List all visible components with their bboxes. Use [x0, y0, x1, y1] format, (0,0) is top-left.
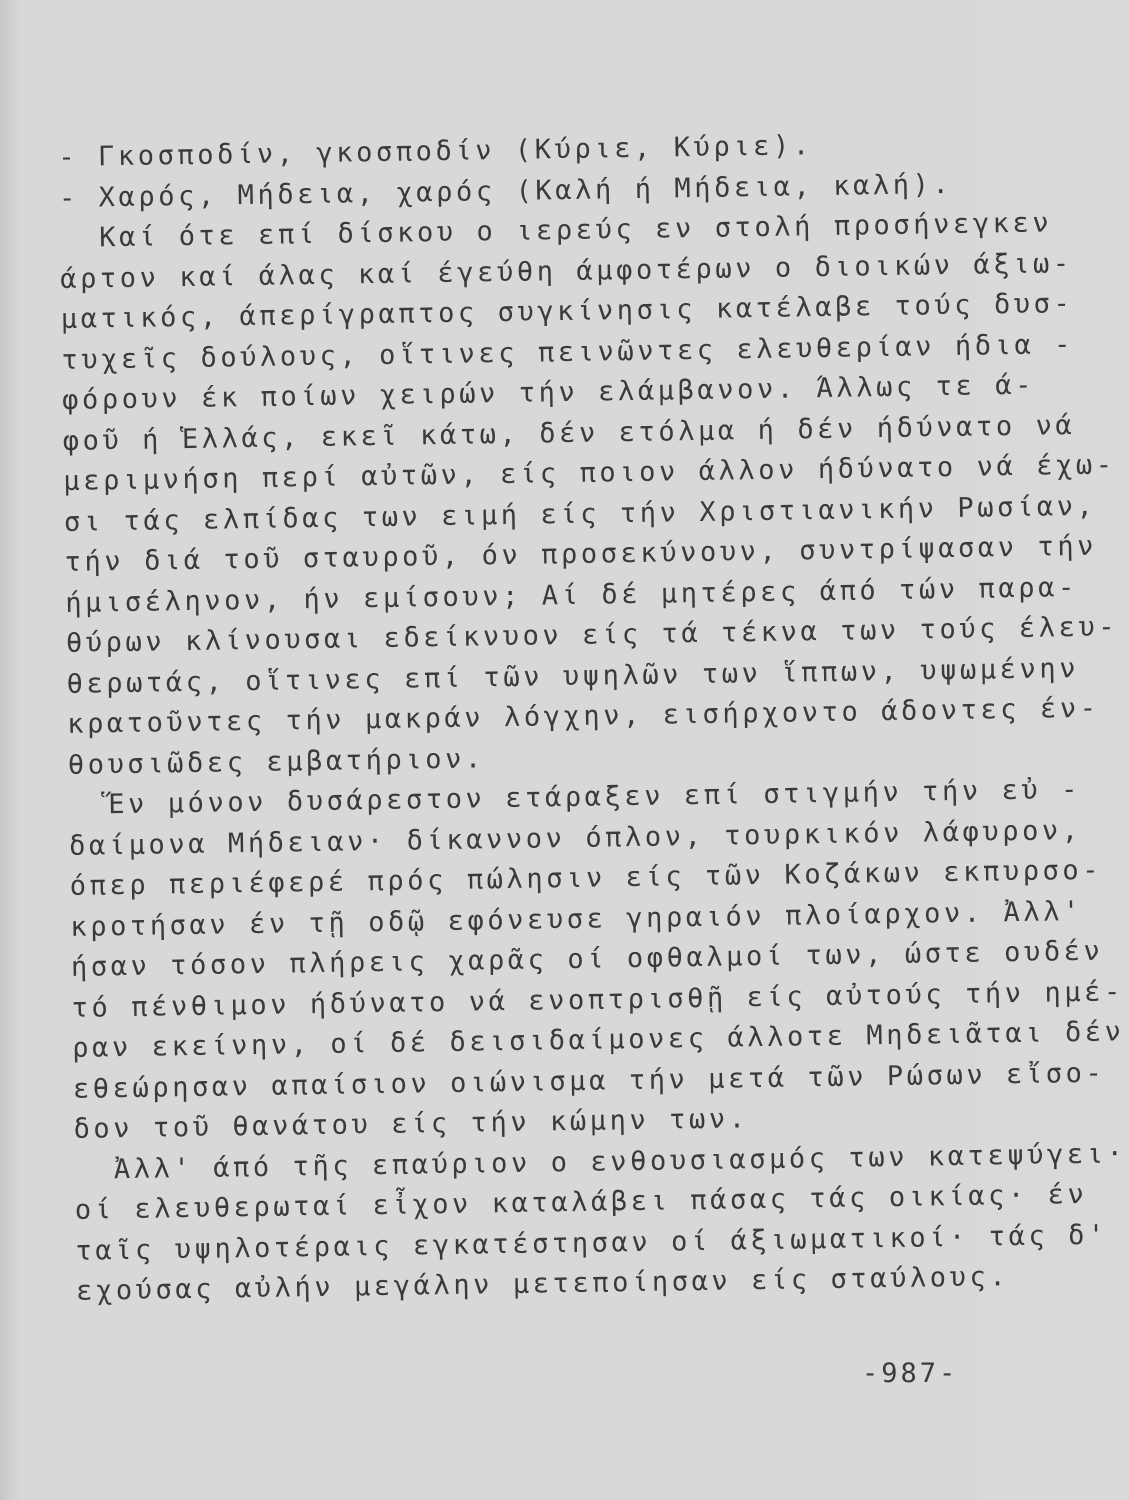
text-line: εθεώρησαν απαίσιον οιώνισμα τήν μετά τῶν Ρώσων εἴσο- [72, 1057, 1106, 1105]
text-line: άρτον καί άλας καί έγεύθη άμφοτέρων ο διοικών άξιω- [59, 247, 1073, 295]
text-line: Ἀλλ' άπό τῆς επαύριον ο ενθουσιασμός των κατεψύγει· [73, 1137, 1127, 1186]
text-line: ματικός, άπερίγραπτος συγκίνησις κατέλαβε τούς δυσ- [60, 288, 1074, 335]
page-number: -987- [862, 1358, 959, 1389]
text-line: οί ελευθερωταί εἶχον καταλάβει πάσας τάς οικίας· έν [74, 1178, 1088, 1226]
text-line: Ἕν μόνον δυσάρεστον ετάραξεν επί στιγμήν τήν εὐ - [68, 774, 1082, 821]
text-line: τυχεῖς δούλους, οἵτινες πεινῶντες ελευθερίαν ήδια - [61, 328, 1075, 376]
text-line: ήμισέληνον, ήν εμίσουν; Αί δέ μητέρες άπό τών παρα- [65, 571, 1079, 619]
text-line: - Χαρός, Μήδεια, χαρός (Καλή ή Μήδεια, καλή). [58, 168, 953, 214]
text-line: τήν διά τοῦ σταυροῦ, όν προσεκύνουν, συντρίψασαν τήν [64, 530, 1098, 578]
text-line: θερωτάς, οἵτινες επί τῶν υψηλῶν των ἵππων, υψωμένην [66, 652, 1080, 700]
text-line: - Γκοσποδίν, γκοσποδίν (Κύριε, Κύριε). [58, 130, 813, 173]
text-line: μεριμνήση περί αὐτῶν, είς ποιον άλλον ήδύνατο νά έχω- [63, 449, 1116, 497]
text-line: σι τάς ελπίδας των ειμή είς τήν Χριστιανικήν Ρωσίαν, [63, 490, 1097, 538]
text-line: ήσαν τόσον πλήρεις χαρᾶς οί οφθαλμοί των, ώστε ουδέν [70, 935, 1104, 983]
text-line: θύρων κλίνουσαι εδείκνυον είς τά τέκνα των τούς έλευ- [65, 611, 1119, 659]
page-edge-shadow [0, 0, 22, 1500]
text-line: τό πένθιμον ήδύνατο νά ενοπτρισθῇ είς αὐτούς τήν ημέ- [71, 975, 1125, 1024]
text-line: εχούσας αὐλήν μεγάλην μετεποίησαν είς σταύλους. [75, 1261, 1010, 1307]
text-line: θουσιῶδες εμβατήριον. [67, 742, 486, 781]
text-line: όπερ περιέφερέ πρός πώλησιν είς τῶν Κοζάκων εκπυρσο- [69, 854, 1103, 902]
text-line: δον τοῦ θανάτου είς τήν κώμην των. [73, 1103, 749, 1145]
text-line: κρατοῦντες τήν μακράν λόγχην, εισήρχοντο άδοντες έν- [66, 692, 1100, 740]
text-line: φοῦ ή Ἑλλάς, εκεῖ κάτω, δέν ετόλμα ή δέν ήδύνατο νά [62, 409, 1076, 457]
text-line: ραν εκείνην, οί δέ δεισιδαίμονες άλλοτε Μηδειᾶται δέν [72, 1016, 1125, 1064]
text-line: κροτήσαν έν τῇ οδῷ εφόνευσε γηραιόν πλοίαρχον. Ἀλλ' [70, 895, 1084, 943]
text-line: φόρουν έκ ποίων χειρών τήν ελάμβανον. Άλλως τε ά- [61, 369, 1036, 416]
text-line: δαίμονα Μήδειαν· δίκαννον όπλον, τουρκικόν λάφυρον, [68, 814, 1082, 862]
text-line: ταῖς υψηλοτέραις εγκατέστησαν οί άξιωματικοί· τάς δ' [75, 1219, 1109, 1267]
text-line: Καί ότε επί δίσκου ο ιερεύς εν στολή προσήνεγκεν [59, 207, 1053, 254]
body-text [58, 124, 1127, 1312]
